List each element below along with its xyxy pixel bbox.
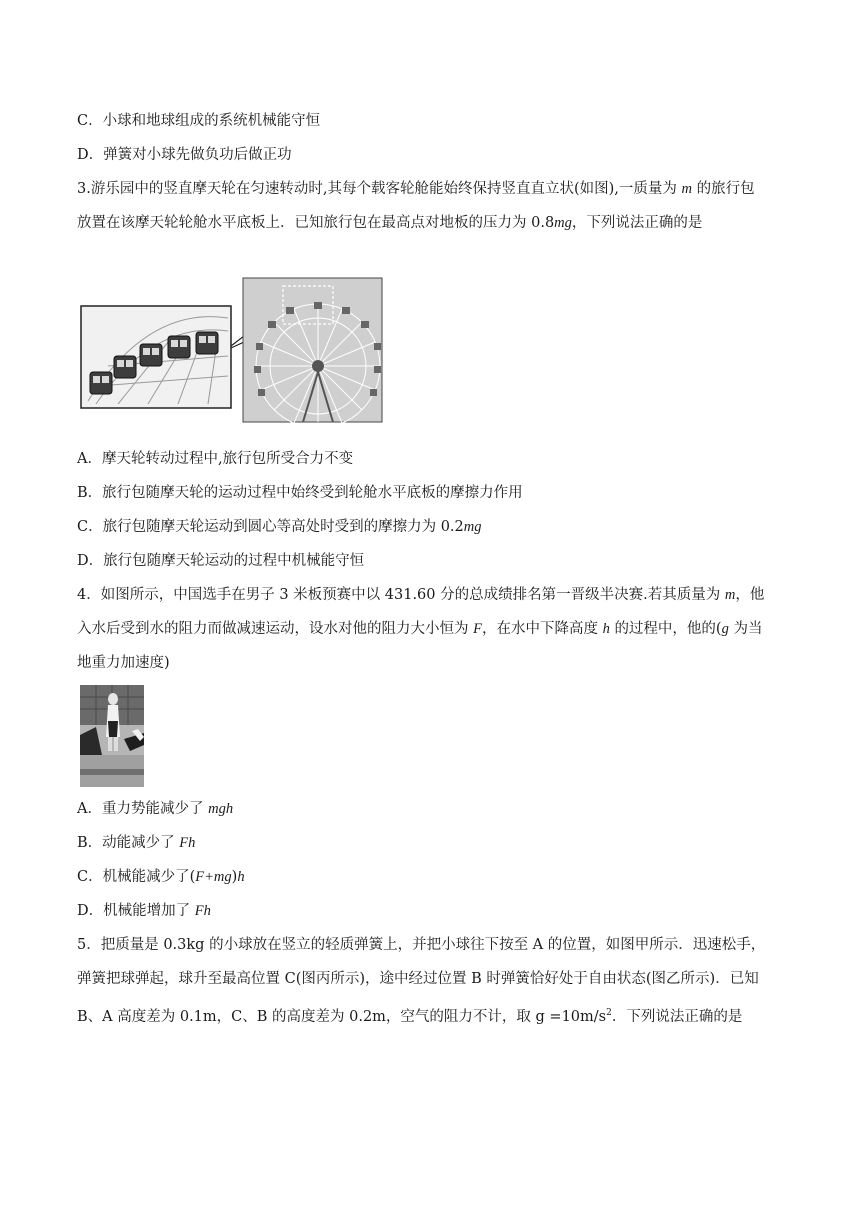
q3-stem-line1: 3.游乐园中的竖直摩天轮在匀速转动时,其每个载客轮舱能始终保持竖直直立状(如图),一质量为 m 的旅行包	[77, 181, 755, 197]
q4-option-b: B．动能减少了 Fh	[77, 835, 196, 851]
diver-photo	[80, 685, 144, 787]
q4-stem-line2: 入水后受到水的阻力而做减速运动，设水对他的阻力大小恒为 F，在水中下降高度 h 的过程中，他的(g 为当	[77, 621, 763, 637]
q2-option-d: D．弹簧对小球先做负功后做正功	[77, 147, 292, 163]
q2-option-c: C．小球和地球组成的系统机械能守恒	[77, 113, 321, 129]
q3-option-c: C．旅行包随摩天轮运动到圆心等高处时受到的摩擦力为 0.2mg	[77, 519, 482, 535]
q3-option-d: D．旅行包随摩天轮运动的过程中机械能守恒	[77, 553, 365, 569]
q3-option-b: B．旅行包随摩天轮的运动过程中始终受到轮舱水平底板的摩擦力作用	[77, 485, 523, 501]
ferris-wheel-figure	[78, 276, 384, 424]
q3-option-a: A．摩天轮转动过程中,旅行包所受合力不变	[77, 451, 354, 467]
q3-stem-line2: 放置在该摩天轮轮舱水平底板上．已知旅行包在最高点对地板的压力为 0.8mg，下列说法正确的是	[77, 215, 703, 231]
q4-option-a: A．重力势能减少了 mgh	[77, 801, 234, 817]
q4-option-d: D．机械能增加了 Fh	[77, 903, 211, 919]
q5-stem-line2: 弹簧把球弹起，球升至最高位置 C(图丙所示)，途中经过位置 B 时弹簧恰好处于自由状态(图乙所示)．已知	[77, 971, 759, 987]
q4-stem-line3: 地重力加速度)	[77, 655, 170, 671]
q4-option-c: C．机械能减少了(F+mg)h	[77, 869, 245, 885]
q5-stem-line3: B、A 高度差为 0.1m，C、B 的高度差为 0.2m，空气的阻力不计，取 $g =10m/s^2$．下列说法正确的是	[77, 1008, 743, 1025]
q4-stem-line1: 4．如图所示，中国选手在男子 3 米板预赛中以 431.60 分的总成绩排名第一晋级半决赛.若其质量为 m，他	[77, 587, 765, 603]
q5-stem-line1: 5．把质量是 0.3kg 的小球放在竖立的轻质弹簧上，并把小球往下按至 A 的位置，如图甲所示．迅速松手，	[77, 937, 766, 953]
